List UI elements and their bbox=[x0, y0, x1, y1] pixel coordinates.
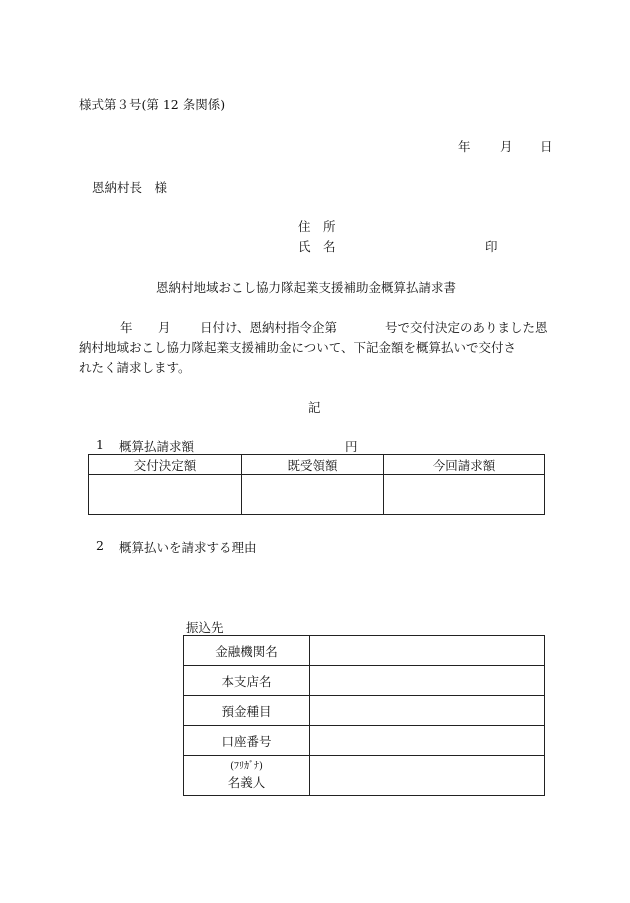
bank-name-label: 金融機関名 bbox=[184, 636, 310, 666]
konkai-seikyu-cell[interactable] bbox=[384, 475, 545, 515]
body-year: 年 bbox=[120, 320, 133, 335]
header-kofu-kettei: 交付決定額 bbox=[89, 455, 242, 475]
header-konkai-seikyu: 今回請求額 bbox=[384, 455, 545, 475]
bank-title: 振込先 bbox=[186, 620, 224, 635]
date-day-label: 日 bbox=[540, 139, 553, 154]
section1-label: 概算払請求額 bbox=[119, 439, 195, 454]
bank-table bbox=[183, 635, 545, 796]
addressee: 恩納村長 様 bbox=[92, 180, 168, 195]
ki-juryo-cell[interactable] bbox=[242, 475, 384, 515]
account-type-cell[interactable] bbox=[310, 696, 545, 726]
body-line3: れたく請求します。 bbox=[79, 360, 191, 375]
holder-name-label: 名義人 bbox=[227, 774, 266, 790]
document-title: 恩納村地域おこし協力隊起業支援補助金概算払請求書 bbox=[156, 280, 457, 295]
furigana-label: (ﾌﾘｶﾞﾅ) bbox=[230, 760, 263, 772]
holder-cell[interactable] bbox=[310, 756, 545, 796]
branch-cell[interactable] bbox=[310, 666, 545, 696]
body-line1-b: 号で交付決定のありました恩 bbox=[385, 320, 548, 335]
holder-label bbox=[184, 756, 310, 796]
date-year-label: 年 bbox=[458, 139, 471, 154]
body-line2: 納村地域おこし協力隊起業支援補助金について、下記金額を概算払いで交付さ bbox=[79, 340, 517, 355]
body-month: 月 bbox=[158, 320, 171, 335]
body-line1-a: 日付け、恩納村指令企第 bbox=[200, 320, 338, 335]
account-number-label: 口座番号 bbox=[184, 726, 310, 756]
branch-label: 本支店名 bbox=[184, 666, 310, 696]
address-label: 住 所 bbox=[298, 219, 336, 234]
amount-table bbox=[88, 454, 545, 515]
date-month-label: 月 bbox=[500, 139, 513, 154]
name-label: 氏 名 bbox=[298, 239, 336, 254]
section2-number: 2 bbox=[96, 538, 104, 553]
section2-label: 概算払いを請求する理由 bbox=[119, 540, 257, 555]
seal-mark: 印 bbox=[485, 239, 498, 254]
header-ki-juryo: 既受領額 bbox=[242, 455, 384, 475]
form-number: 様式第３号(第 12 条関係) bbox=[79, 97, 226, 112]
section1-number: 1 bbox=[96, 437, 104, 452]
account-number-cell[interactable] bbox=[310, 726, 545, 756]
kofu-kettei-cell[interactable] bbox=[89, 475, 242, 515]
ki-heading: 記 bbox=[308, 400, 321, 415]
bank-name-cell[interactable] bbox=[310, 636, 545, 666]
section1-unit: 円 bbox=[345, 439, 358, 454]
account-type-label: 預金種目 bbox=[184, 696, 310, 726]
